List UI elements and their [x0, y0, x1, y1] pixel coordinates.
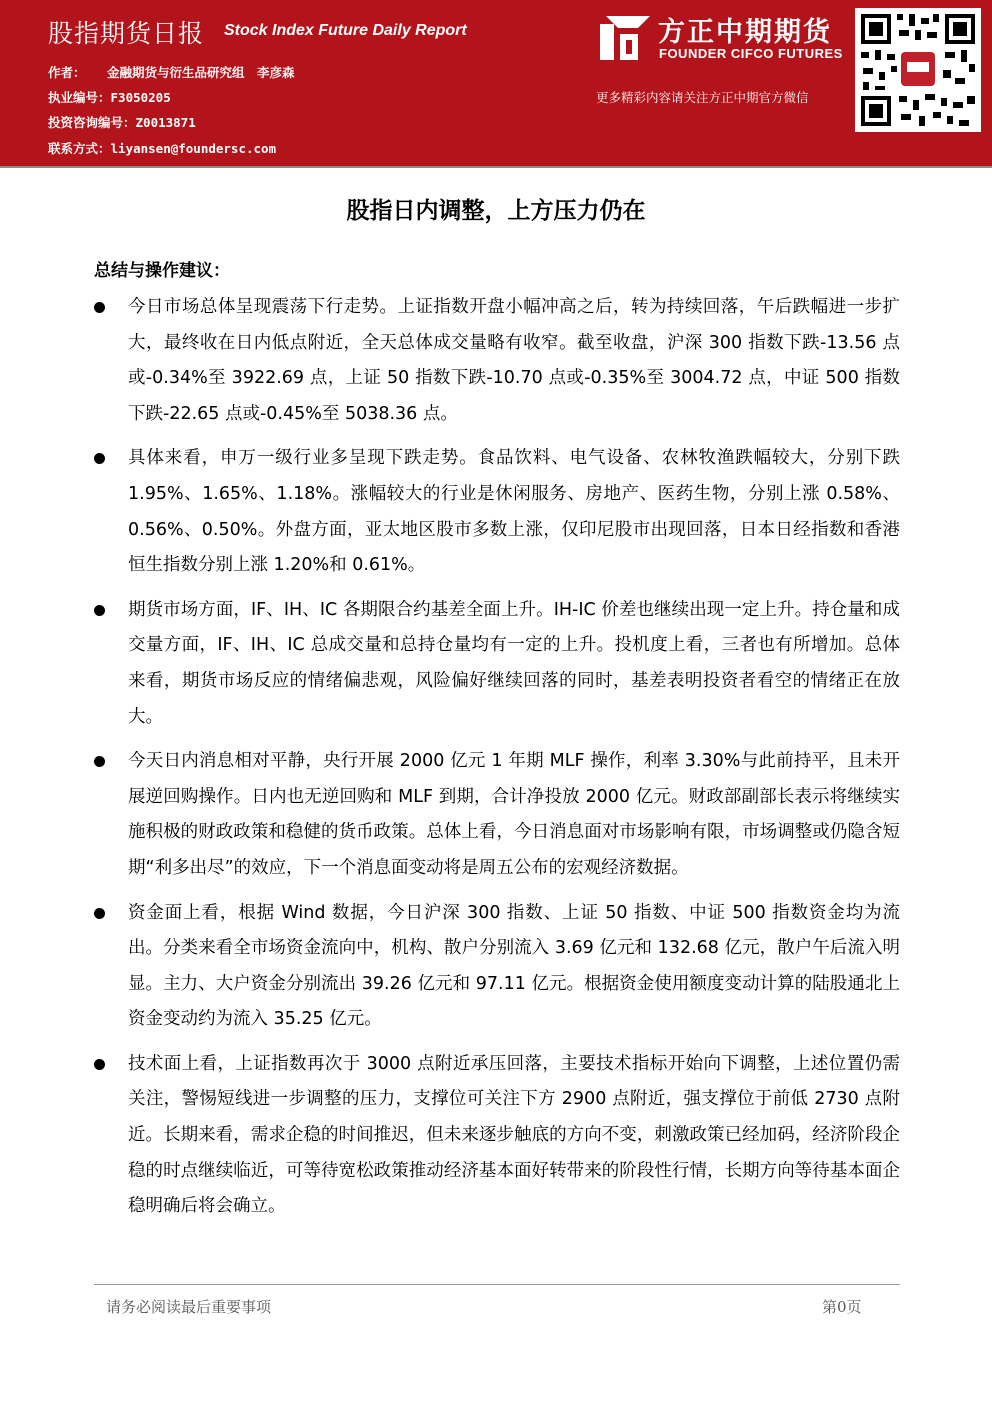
- license-label: 执业编号：: [48, 90, 111, 105]
- bullet-item-technical: [94, 1047, 900, 1225]
- consult-line: [48, 113, 488, 131]
- consult-value: Z0013871: [135, 115, 196, 130]
- summary-bullets: [94, 290, 900, 1234]
- bullet-icon: [94, 908, 105, 919]
- wechat-note: 更多精彩内容请关注方正中期官方微信: [596, 90, 809, 105]
- bullet-icon: [94, 1059, 105, 1070]
- bullet-item-funds: [94, 896, 900, 1038]
- document-title: 股指日内调整，上方压力仍在: [346, 198, 646, 224]
- bullet-text: 具体来看，申万一级行业多呈现下跌走势。食品饮料、电气设备、农林牧渔跌幅较大，分别下跌 1.95%、1.65%、1.18%。涨幅较大的行业是休闲服务、房地产、医药生物，分别上涨 0.58%、0.56%、0.50%。外盘方面，亚太地区股市多数上涨，仅印尼股市出现回落，日本日经指数和香港恒生指数分别上涨 1.20%和 0.61%。: [128, 448, 900, 576]
- license-line: [48, 88, 488, 106]
- contact-email[interactable]: liyansen@foundersc.com: [110, 141, 277, 156]
- contact-line: [48, 139, 488, 157]
- bullet-icon: [94, 453, 105, 464]
- report-title-en: Stock Index Future Daily Report: [224, 22, 467, 39]
- report-header: [0, 0, 992, 166]
- bullet-item-industry: [94, 441, 900, 583]
- bullet-item-market: [94, 290, 900, 432]
- page-number: 第0页: [822, 1298, 862, 1316]
- contact-label: 联系方式：: [48, 141, 111, 156]
- footer-divider: [94, 1284, 900, 1285]
- bullet-icon: [94, 605, 105, 616]
- bullet-text: 资金面上看，根据 Wind 数据，今日沪深 300 指数、上证 50 指数、中证 500 指数资金均为流出。分类来看全市场资金流向中，机构、散户分别流入 3.69 亿元和 132.68 亿元，散户午后流入明显。主力、大户资金分别流出 39.26 亿元和 97.11 亿元。根据资金使用额度变动计算的陆股通北上资金变动约为流入 35.25 亿元。: [128, 902, 900, 1030]
- author-line: [48, 63, 488, 81]
- bullet-item-futures: [94, 593, 900, 735]
- bullet-icon: [94, 756, 105, 767]
- bullet-text: 期货市场方面，IF、IH、IC 各期限合约基差全面上升。IH-IC 价差也继续出现一定上升。持仓量和成交量方面，IF、IH、IC 总成交量和总持仓量均有一定的上升。投机度上看，三者也有所增加。总体来看，期货市场反应的情绪偏悲观，风险偏好继续回落的同时，基差表明投资者看空的情绪正在放大。: [128, 599, 900, 727]
- license-value: F3050205: [110, 90, 171, 105]
- bullet-item-news: [94, 744, 900, 886]
- founder-logo-icon: [598, 14, 652, 62]
- brand-name-cn: 方正中期期货: [658, 17, 832, 48]
- bullet-text: 今天日内消息相对平静，央行开展 2000 亿元 1 年期 MLF 操作，利率 3.30%与此前持平，且未开展逆回购操作。日内也无逆回购和 MLF 到期，合计净投放 2000 亿元。财政部副部长表示将继续实施积极的财政政策和稳健的货币政策。总体上看，今日消息面对市场影响有限，市场调整或仍隐含短期“利多出尽”的效应，下一个消息面变动将是周五公布的宏观经济数据。: [128, 751, 900, 878]
- consult-label: 投资咨询编号：: [48, 115, 136, 130]
- header-divider: [0, 166, 992, 168]
- bullet-text: 今日市场总体呈现震荡下行走势。上证指数开盘小幅冲高之后，转为持续回落，午后跌幅进一步扩大，最终收在日内低点附近，全天总体成交量略有收窄。截至收盘，沪深 300 指数下跌-13.56 点或-0.34%至 3922.69 点，上证 50 指数下跌-10.70 点或-0.35%至 3004.72 点，中证 500 指数下跌-22.65 点或-0.45%至 5038.36 点。: [128, 297, 900, 424]
- author-value: 金融期货与衍生品研究组 李彦森: [107, 65, 295, 80]
- wechat-qr-code[interactable]: [855, 8, 981, 132]
- bullet-text: 技术面上看，上证指数再次于 3000 点附近承压回落，主要技术指标开始向下调整，上述位置仍需关注，警惕短线进一步调整的压力，支撑位可关注下方 2900 点附近，强支撑位于前低 2730 点附近。长期来看，需求企稳的时间推迟，但未来逐步触底的方向不变，刺激政策已经加码，经济阶段企稳的时点继续临近，可等待宽松政策推动经济基本面好转带来的阶段性行情，长期方向等待基本面企稳明确后将会确立。: [128, 1053, 900, 1217]
- author-label: 作者：: [48, 65, 86, 80]
- brand-name-en: FOUNDER CIFCO FUTURES: [659, 46, 843, 61]
- qr-code-icon: [855, 8, 981, 132]
- section-heading: 总结与操作建议：: [94, 261, 230, 281]
- report-title-cn: 股指期货日报: [48, 19, 205, 48]
- bullet-icon: [94, 302, 105, 313]
- footer-notice: 请务必阅读最后重要事项: [106, 1298, 272, 1316]
